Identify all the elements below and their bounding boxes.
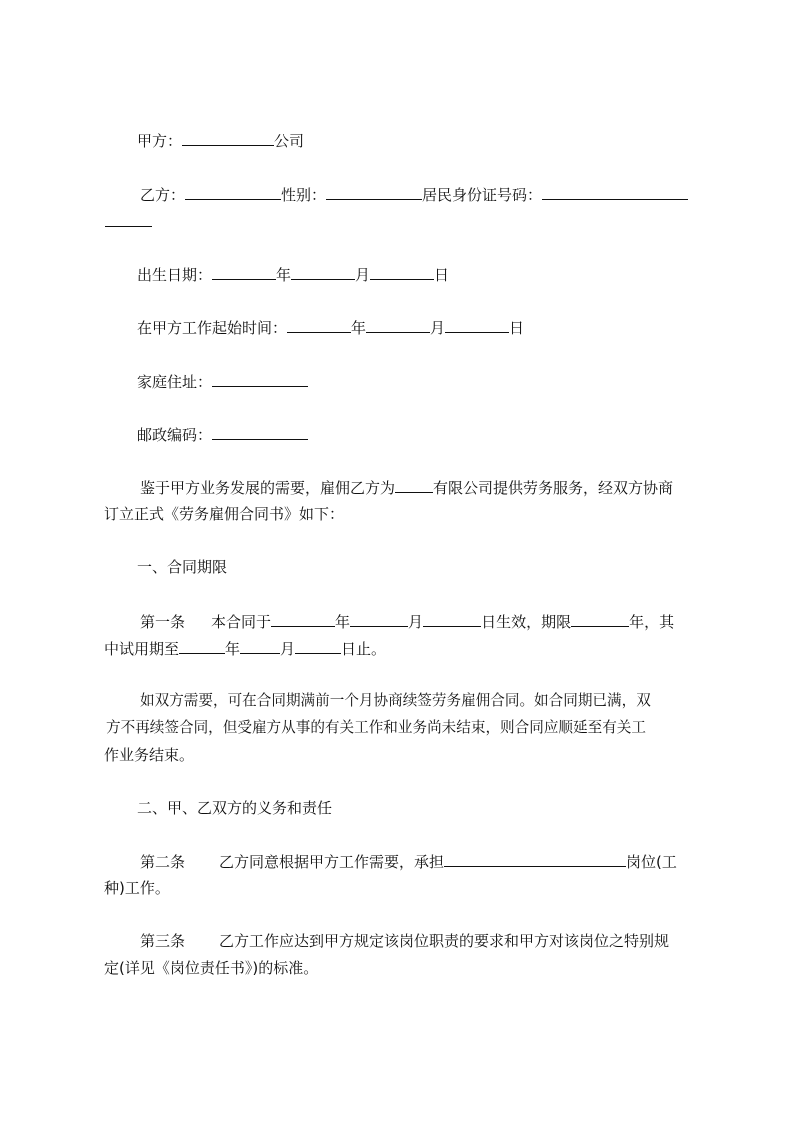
address-blank[interactable] — [212, 372, 308, 387]
gender-blank[interactable] — [326, 185, 422, 200]
article-1-text-5: 年，其 — [629, 613, 675, 631]
article-2-text-2: 岗位(工 — [626, 853, 677, 871]
start-year: 年 — [351, 319, 367, 337]
party-a-blank[interactable] — [182, 131, 274, 146]
term-years-blank[interactable] — [571, 612, 629, 627]
id-number-blank-continued[interactable] — [105, 212, 152, 227]
birth-day: 日 — [434, 266, 450, 284]
start-month: 月 — [430, 319, 446, 337]
article-1-text-1: 本合同于 — [211, 613, 272, 631]
address-label: 家庭住址： — [137, 373, 213, 391]
address-line — [137, 372, 308, 391]
party-a-line — [137, 131, 304, 150]
renewal-line-2: 方不再续签合同，但受雇方从事的有关工作和业务尚未结束，则合同应顺延至有关工 — [106, 719, 646, 736]
gender-label: 性别： — [281, 186, 327, 204]
article-3-text-1: 乙方工作应达到甲方规定该岗位职责的要求和甲方对该岗位之特别规 — [219, 932, 670, 950]
start-day: 日 — [509, 319, 525, 337]
birth-day-blank[interactable] — [370, 265, 434, 280]
article-3-line-2: 定(详见《岗位责任书》)的标准。 — [104, 959, 319, 977]
effective-day-blank[interactable] — [423, 612, 481, 627]
preamble-text-b: 有限公司提供劳务服务，经双方协商 — [433, 479, 674, 497]
renewal-line-3: 作业务结束。 — [104, 746, 195, 764]
article-1-text-2: 年 — [335, 613, 351, 631]
article-1-label: 第一条 — [140, 613, 186, 631]
article-3-line-1 — [140, 932, 669, 950]
preamble-text-a: 鉴于甲方业务发展的需要，雇佣乙方为 — [140, 479, 396, 497]
party-b-label: 乙方： — [140, 186, 186, 204]
post-blank[interactable] — [444, 852, 626, 867]
article-1-line-2 — [104, 639, 386, 658]
party-b-name-blank[interactable] — [185, 185, 281, 200]
postal-line — [137, 425, 308, 444]
id-number-blank[interactable] — [542, 185, 688, 200]
party-a-label: 甲方： — [137, 132, 183, 150]
party-a-suffix: 公司 — [274, 132, 305, 150]
article-2-text-1: 乙方同意根据甲方工作需要，承担 — [219, 853, 445, 871]
start-work-label: 在甲方工作起始时间： — [137, 319, 288, 337]
probation-year-blank[interactable] — [179, 639, 225, 654]
article-1-text-3: 月 — [408, 613, 424, 631]
party-b-line — [140, 185, 688, 204]
effective-month-blank[interactable] — [350, 612, 408, 627]
id-number-label: 居民身份证号码： — [422, 186, 543, 204]
birth-month-blank[interactable] — [291, 265, 355, 280]
probation-month-blank[interactable] — [240, 639, 280, 654]
section-2-title: 二、甲、乙双方的义务和责任 — [137, 799, 333, 817]
article-2-label: 第二条 — [140, 853, 186, 871]
article-1-text-8: 月 — [280, 640, 296, 658]
start-day-blank[interactable] — [445, 318, 509, 333]
start-year-blank[interactable] — [287, 318, 351, 333]
start-work-line — [137, 318, 524, 337]
effective-year-blank[interactable] — [271, 612, 335, 627]
probation-day-blank[interactable] — [295, 639, 341, 654]
id-number-blank-cont — [105, 212, 152, 231]
section-1-title: 一、合同期限 — [137, 558, 228, 576]
article-1-text-4: 日生效，期限 — [481, 613, 572, 631]
article-2-line-2: 种)工作。 — [104, 879, 170, 897]
preamble-line-2: 订立正式《劳务雇佣合同书》如下： — [104, 505, 345, 523]
birth-label: 出生日期： — [137, 266, 213, 284]
company-blank[interactable] — [395, 478, 433, 493]
birth-month: 月 — [355, 266, 371, 284]
article-1-text-6: 中试用期至 — [104, 640, 180, 658]
start-month-blank[interactable] — [366, 318, 430, 333]
article-1-text-9: 日止。 — [341, 640, 387, 658]
article-1-text-7: 年 — [225, 640, 241, 658]
birth-date-line — [137, 265, 449, 284]
preamble-line-1 — [140, 478, 673, 497]
renewal-line-1: 如双方需要，可在合同期满前一个月协商续签劳务雇佣合同。如合同期已满，双 — [140, 692, 651, 709]
postal-blank[interactable] — [212, 425, 308, 440]
postal-label: 邮政编码： — [137, 426, 213, 444]
article-2-line-1 — [140, 852, 677, 871]
article-1-line-1 — [140, 612, 674, 631]
birth-year-blank[interactable] — [212, 265, 276, 280]
article-3-label: 第三条 — [140, 932, 186, 950]
birth-year: 年 — [276, 266, 292, 284]
